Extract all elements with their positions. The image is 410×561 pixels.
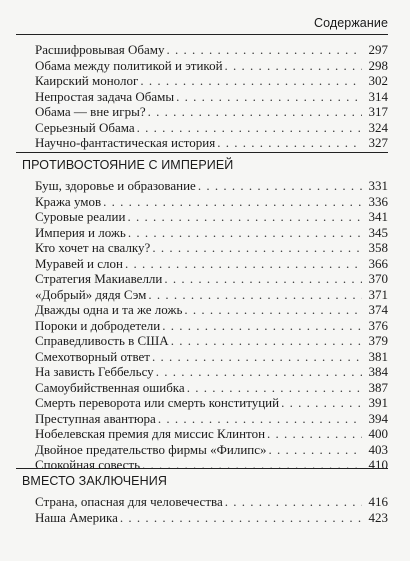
toc-entry-page: 336 (368, 193, 388, 209)
toc-entry (35, 508, 388, 527)
toc-entry-title: Страна, опасная для человечества (35, 494, 223, 509)
toc-entry-title: Научно-фантастическая история (35, 135, 216, 150)
toc-entry-page: 374 (368, 302, 388, 317)
toc-entry-title: Кража умов (35, 193, 102, 209)
toc-entry-page: 366 (368, 255, 388, 271)
dot-leader (217, 133, 362, 152)
section-title: ПРОТИВОСТОЯНИЕ С ИМПЕРИЕЙ (22, 158, 234, 172)
toc-entry-page: 358 (368, 240, 388, 255)
toc-entry-page: 410 (368, 457, 388, 472)
toc-entry-title: Обама — вне игры? (35, 104, 146, 119)
toc-entry-page: 400 (368, 426, 388, 441)
toc-entry-title: Самоубийственная ошибка (35, 379, 185, 395)
toc-entry-page: 298 (368, 57, 388, 73)
dot-leader (142, 455, 362, 474)
toc-entry-page: 370 (368, 271, 388, 286)
toc-entry-page: 341 (368, 209, 388, 224)
section-rule (16, 468, 388, 469)
toc-entry-title: Кто хочет на свалку? (35, 240, 151, 255)
toc-entry-title: Суровые реалии (35, 209, 126, 224)
section-rule (16, 152, 388, 153)
toc-entry-title: Пороки и добродетели (35, 317, 161, 333)
toc-entry-page: 381 (368, 348, 388, 364)
toc-entry-title: Расшифровывая Обаму (35, 42, 165, 57)
toc-entry-page: 327 (368, 135, 388, 150)
toc-entry-title: Дважды одна и та же ложь (35, 302, 183, 317)
toc-entry-title: Справедливость в США (35, 333, 169, 348)
toc-entry-page: 403 (368, 441, 388, 457)
toc-entry-title: Обама между политикой и этикой (35, 57, 223, 73)
toc-entry-title: Спокойная совесть (35, 457, 141, 472)
toc-entry-page: 384 (368, 364, 388, 379)
toc-entry-title: Буш, здоровье и образование (35, 178, 196, 193)
toc-entry-title: Нобелевская премия для миссис Клинтон (35, 426, 266, 441)
toc-entry-page: 324 (368, 119, 388, 135)
toc-entry-title: На зависть Геббельсу (35, 364, 154, 379)
toc-entry-page: 297 (368, 42, 388, 57)
toc-entry-title: Наша Америка (35, 509, 118, 525)
toc-entry-page: 379 (368, 333, 388, 348)
toc-entry-title: Стратегия Макиавелли (35, 271, 163, 286)
toc-entry-page: 314 (368, 88, 388, 104)
toc-entry-page: 423 (368, 509, 388, 525)
toc-entry-page: 416 (368, 494, 388, 509)
toc-entry (35, 133, 388, 152)
toc-entry-title: Смехотворный ответ (35, 348, 150, 364)
section-title: ВМЕСТО ЗАКЛЮЧЕНИЯ (22, 474, 167, 488)
toc-entry-page: 371 (368, 286, 388, 302)
dot-leader (120, 508, 362, 527)
toc-entry-page: 391 (368, 395, 388, 410)
running-header: Содержание (313, 16, 388, 30)
toc-entry-title: Преступная авантюра (35, 410, 156, 426)
toc-entry-page: 317 (368, 104, 388, 119)
toc-entry-title: Каирский монолог (35, 73, 139, 88)
header-rule (16, 34, 388, 35)
toc-entry-title: Двойное предательство фирмы «Филипс» (35, 441, 267, 457)
toc-entry-title: Серьезный Обама (35, 119, 135, 135)
toc-entry-page: 302 (368, 73, 388, 88)
toc-entry-page: 394 (368, 410, 388, 426)
toc-entry-title: Империя и ложь (35, 224, 126, 240)
toc-entry-title: Смерть переворота или смерть конституций (35, 395, 280, 410)
toc-entry (35, 455, 388, 474)
toc-entry-page: 387 (368, 379, 388, 395)
toc-entry-title: Муравей и слон (35, 255, 123, 271)
toc-entry-title: Непростая задача Обамы (35, 88, 175, 104)
toc-entry-page: 376 (368, 317, 388, 333)
toc-entry-page: 331 (368, 178, 388, 193)
toc-entry-page: 345 (368, 224, 388, 240)
toc-entry-title: «Добрый» дядя Сэм (35, 286, 147, 302)
